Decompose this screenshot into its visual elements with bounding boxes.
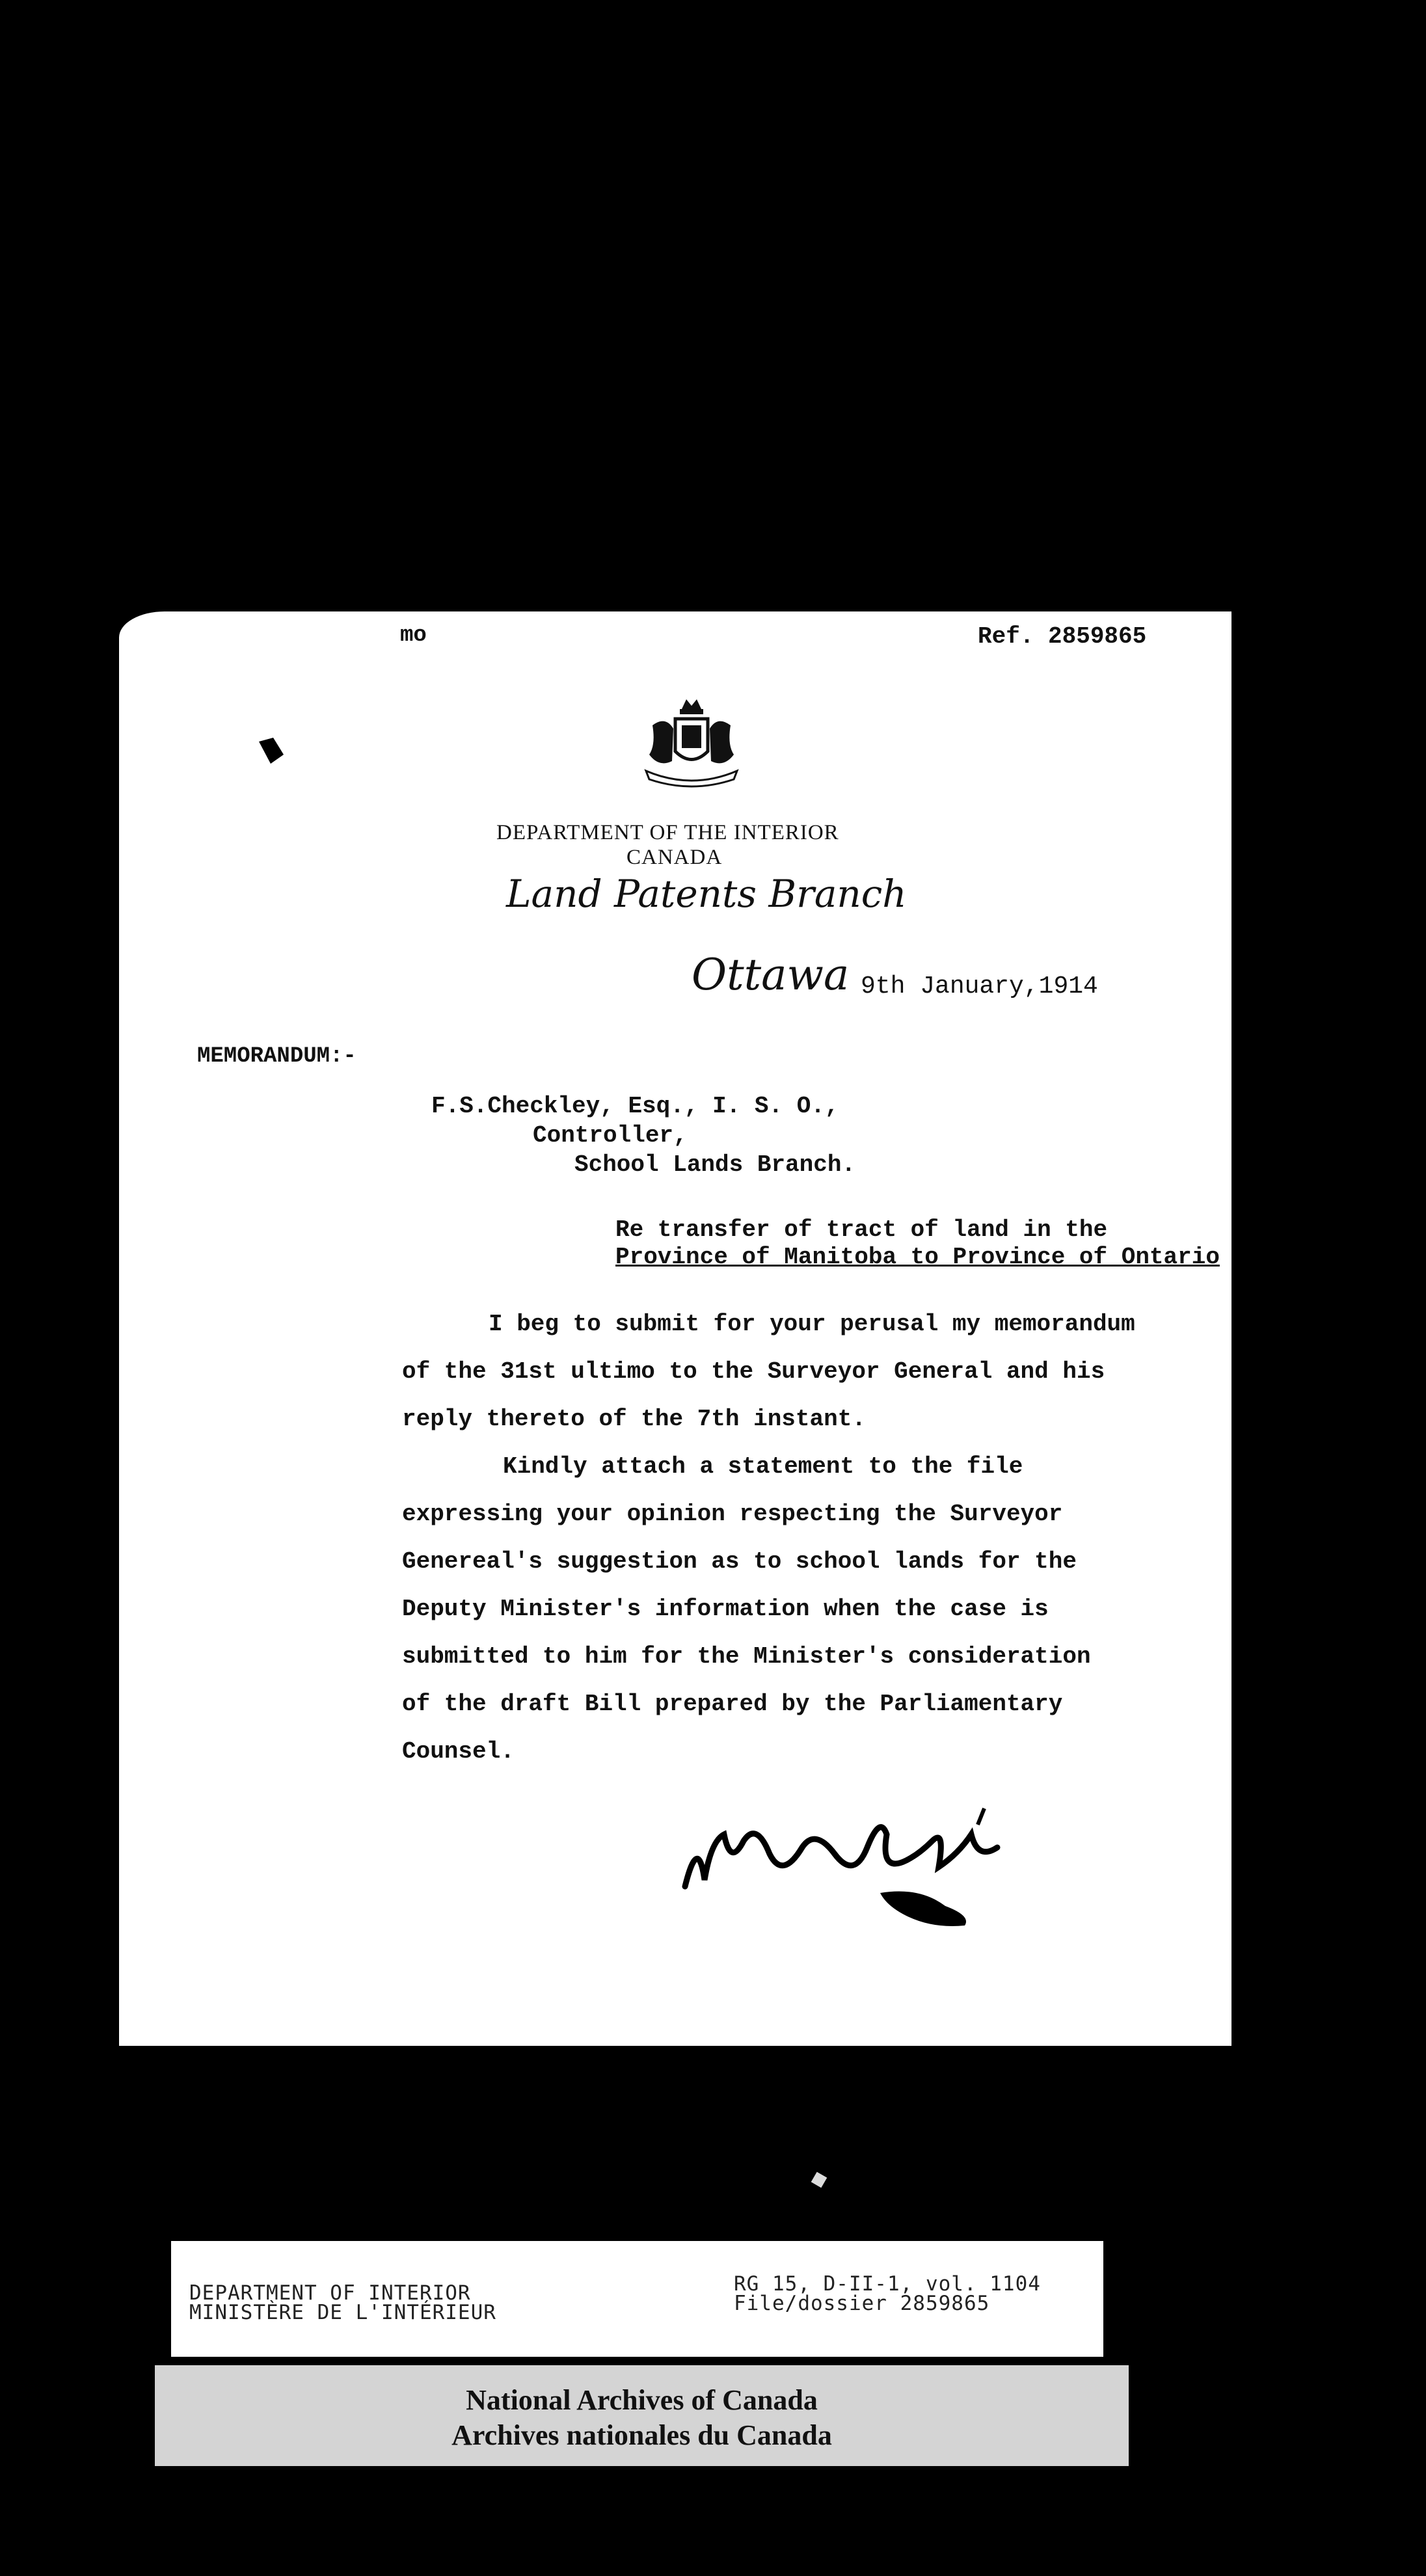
handwritten-signature — [672, 1795, 1036, 1952]
archives-name-fr: Archives nationales du Canada — [451, 2419, 832, 2451]
body-line: expressing your opinion respecting the Surveyor — [402, 1501, 1063, 1527]
subject-line: Re transfer of tract of land in the — [615, 1216, 1108, 1243]
body-line: Deputy Minister's information when the case is — [402, 1596, 1049, 1622]
recipient-line: Controller, — [533, 1122, 688, 1149]
body-line: of the 31st ultimo to the Surveyor General and his — [402, 1358, 1105, 1385]
memo-heading: MEMORANDUM:- — [197, 1044, 356, 1069]
body-line: submitted to him for the Minister's consideration — [402, 1643, 1091, 1670]
recipient-line: School Lands Branch. — [574, 1151, 856, 1178]
scan-speck — [811, 2172, 827, 2188]
memo-date: 9th January,1914 — [861, 973, 1098, 1000]
body-line: Genereal's suggestion as to school lands for the — [402, 1548, 1077, 1575]
body-line: reply thereto of the 7th instant. — [402, 1406, 866, 1432]
archive-dept-en: DEPARTMENT OF INTERIOR — [189, 2281, 471, 2305]
recipient-line: F.S.Checkley, Esq., I. S. O., — [431, 1093, 839, 1120]
archive-reference-label — [171, 2241, 1103, 2357]
archive-dept-fr: MINISTÈRE DE L'INTÉRIEUR — [189, 2301, 496, 2324]
typist-initials: mo — [400, 623, 427, 648]
body-line: Counsel. — [402, 1738, 515, 1765]
city-name: Ottawa — [692, 950, 850, 1000]
body-line: I beg to submit for your perusal my memorandum — [489, 1311, 1135, 1337]
reference-number: Ref. 2859865 — [978, 623, 1147, 650]
archive-rg: RG 15, D-II-1, vol. 1104 — [734, 2272, 1041, 2296]
royal-coat-of-arms-icon — [626, 696, 757, 794]
memo-sheet — [119, 611, 1231, 2046]
archive-file: File/dossier 2859865 — [734, 2292, 990, 2315]
ink-mark-icon — [254, 735, 286, 768]
department-name: DEPARTMENT OF THE INTERIOR — [496, 821, 839, 844]
subject-line: Province of Manitoba to Province of Ontario — [615, 1244, 1220, 1270]
archives-name-en: National Archives of Canada — [466, 2384, 818, 2416]
body-line: Kindly attach a statement to the file — [503, 1453, 1023, 1480]
country-name: CANADA — [626, 846, 723, 869]
body-line: of the draft Bill prepared by the Parliamentary — [402, 1691, 1063, 1717]
archives-name-label — [155, 2365, 1129, 2466]
branch-name: Land Patents Branch — [506, 872, 907, 916]
